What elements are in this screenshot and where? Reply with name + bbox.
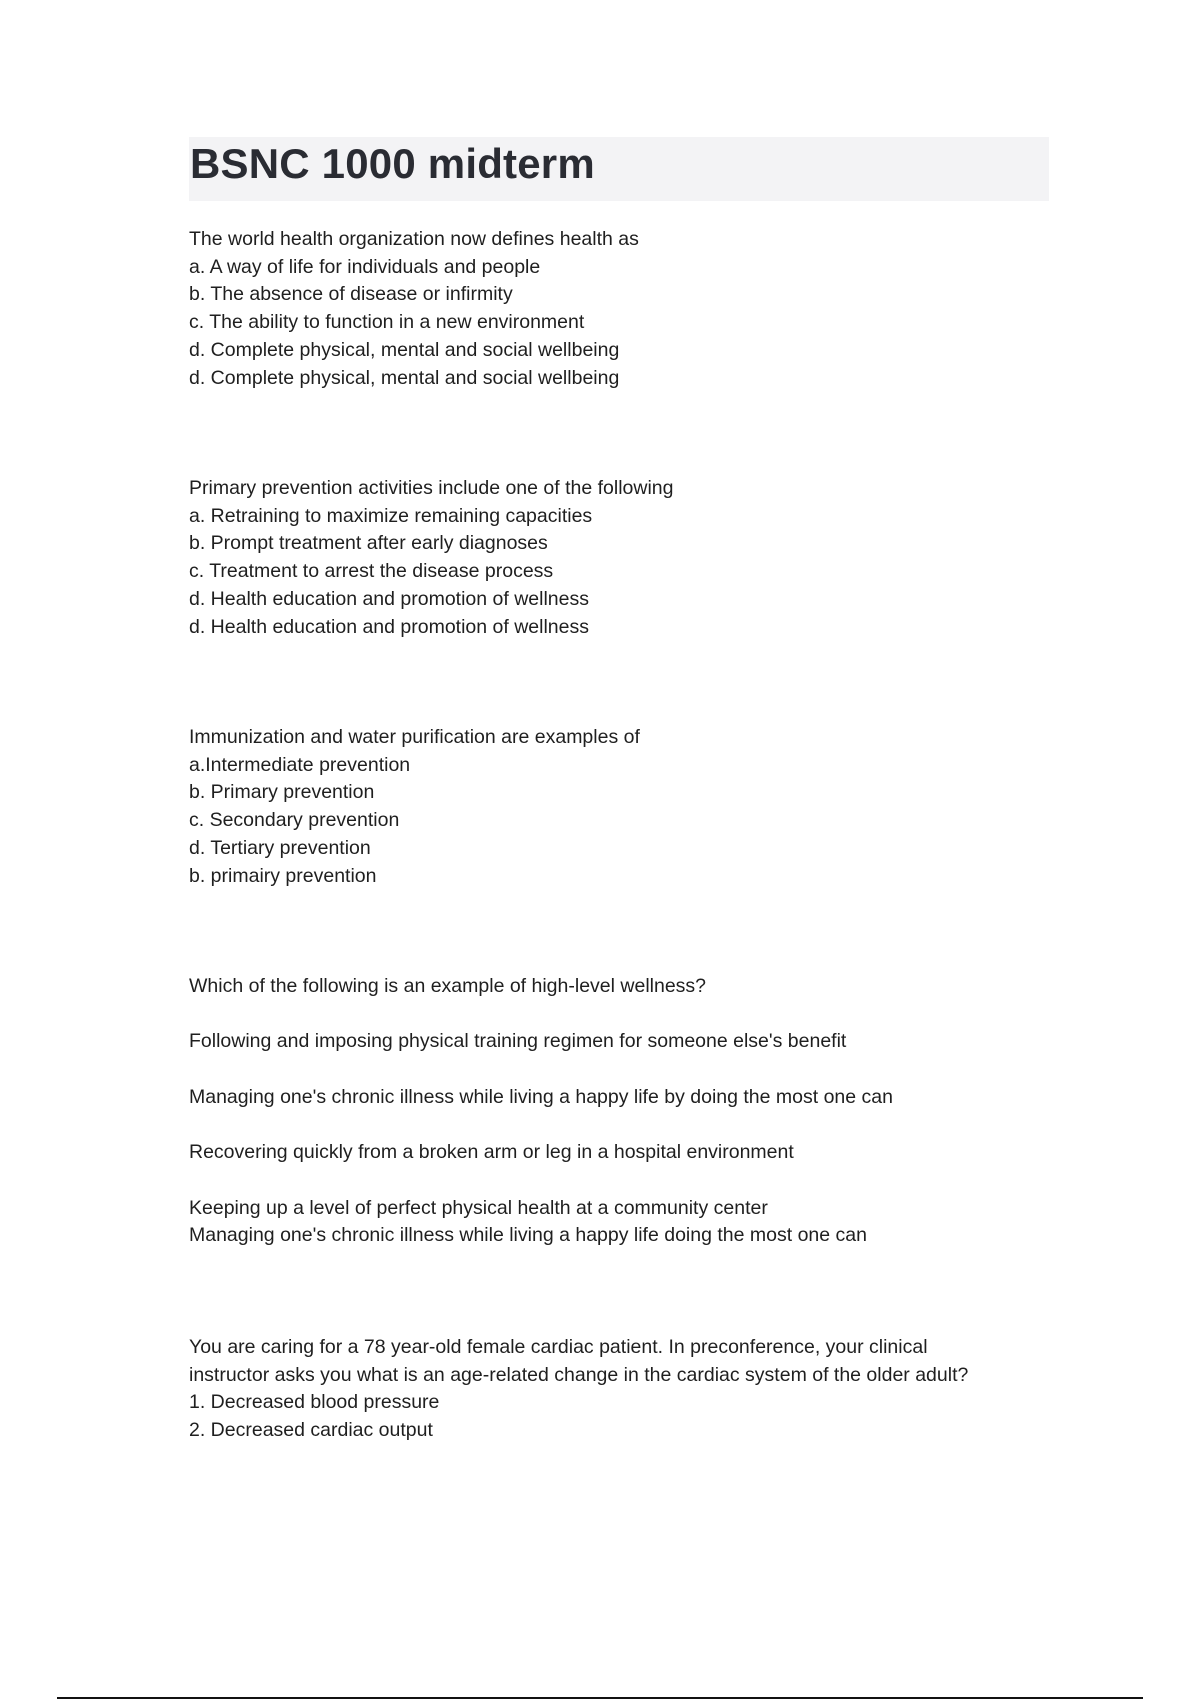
question-2-option-b: b. Prompt treatment after early diagnoses — [189, 532, 548, 555]
question-1-option-d: d. Complete physical, mental and social wellbeing — [189, 338, 620, 361]
question-1-option-c: c. The ability to function in a new environment — [189, 311, 585, 334]
question-4-option-2: Managing one's chronic illness while living a happy life by doing the most one can — [189, 1085, 893, 1108]
question-2-option-d: d. Health education and promotion of wellness — [189, 587, 589, 610]
question-1-option-b: b. The absence of disease or infirmity — [189, 283, 513, 306]
question-5-option-1: 1. Decreased blood pressure — [189, 1391, 440, 1414]
question-3-option-d: d. Tertiary prevention — [189, 836, 371, 859]
document-title: BSNC 1000 midterm — [190, 140, 595, 187]
question-4-prompt: Which of the following is an example of high-level wellness? — [189, 975, 707, 997]
question-4-answer: Managing one's chronic illness while living a happy life doing the most one can — [189, 1224, 867, 1247]
question-5-option-2: 2. Decreased cardiac output — [189, 1419, 433, 1442]
question-1-answer: d. Complete physical, mental and social wellbeing — [189, 366, 620, 389]
question-3-prompt: Immunization and water purification are examples of — [189, 726, 640, 748]
question-3-option-a: a.Intermediate prevention — [189, 753, 411, 776]
spacer — [189, 1167, 1049, 1195]
page-bottom-rule — [57, 1697, 1143, 1699]
question-block-1 — [189, 226, 1049, 392]
question-block-2 — [189, 475, 1049, 641]
question-4-option-3: Recovering quickly from a broken arm or leg in a hospital environment — [189, 1141, 794, 1164]
question-5-prompt-line-1: You are caring for a 78 year-old female cardiac patient. In preconference, your clinical — [189, 1336, 928, 1358]
question-block-3 — [189, 724, 1049, 890]
question-4-option-1: Following and imposing physical training regimen for someone else's benefit — [189, 1030, 847, 1053]
question-2-answer: d. Health education and promotion of wellness — [189, 615, 589, 638]
question-1-option-a: a. A way of life for individuals and people — [189, 255, 541, 278]
spacer — [189, 1111, 1049, 1139]
question-4-option-4: Keeping up a level of perfect physical health at a community center — [189, 1196, 768, 1219]
question-2-prompt: Primary prevention activities include one of the following — [189, 477, 674, 499]
question-3-option-b: b. Primary prevention — [189, 781, 375, 804]
question-5-prompt-line-2: instructor asks you what is an age-related change in the cardiac system of the older adult? — [189, 1363, 969, 1386]
question-block-4 — [189, 973, 1049, 1250]
question-block-5 — [189, 1334, 1049, 1445]
question-3-answer: b. primairy prevention — [189, 864, 377, 887]
question-1-prompt: The world health organization now defines health as — [189, 228, 639, 250]
spacer — [189, 1056, 1049, 1084]
question-3-option-c: c. Secondary prevention — [189, 809, 400, 832]
question-2-option-c: c. Treatment to arrest the disease process — [189, 560, 554, 583]
spacer — [189, 1001, 1049, 1029]
question-2-option-a: a. Retraining to maximize remaining capacities — [189, 504, 593, 527]
